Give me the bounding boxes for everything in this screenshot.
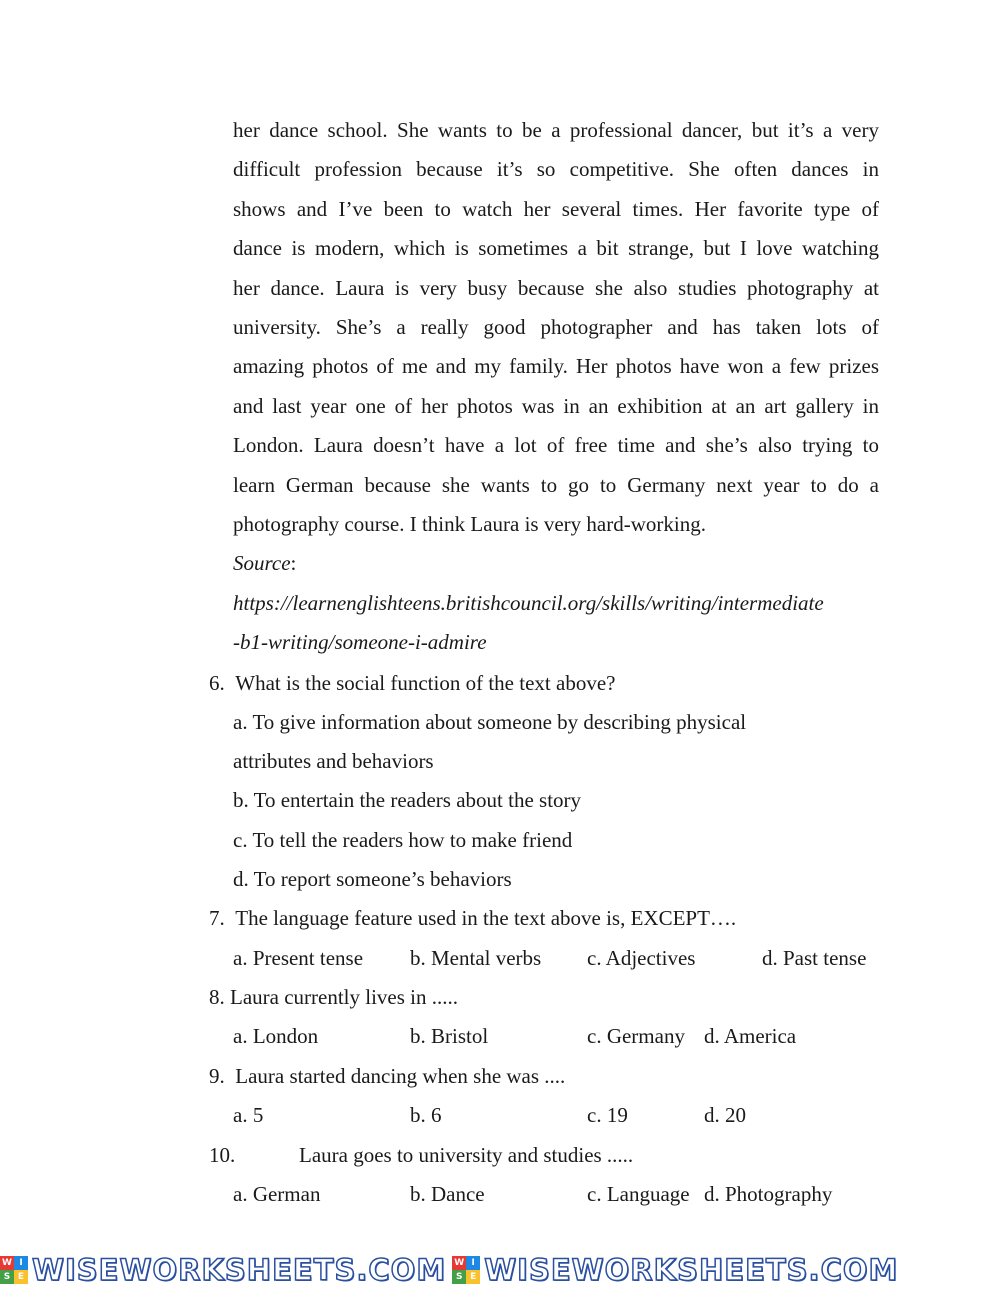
passage-line: her dance school. She wants to be a professional dancer, but it’s a very — [233, 118, 879, 142]
question-6 — [209, 671, 615, 695]
question-9-option-d: d. 20 — [704, 1103, 746, 1127]
passage-line: her dance. Laura is very busy because she also studies photography at — [233, 275, 879, 300]
passage-line: dance is modern, which is sometimes a bit strange, but I love watching — [233, 236, 879, 261]
question-8-option-c: c. Germany — [587, 1024, 685, 1048]
question-10-option-c: c. Language — [587, 1182, 690, 1206]
wiseworksheets-footer — [0, 1252, 1000, 1288]
question-9 — [209, 1064, 565, 1088]
question-8-option-d: d. America — [704, 1024, 797, 1048]
question-10-option-a: a. German — [233, 1182, 321, 1206]
question-7 — [209, 906, 736, 930]
passage-line: difficult profession because it’s so competitive. She often dances in — [233, 157, 879, 182]
logo-squares-icon — [452, 1256, 480, 1284]
question-6-text: What is the social function of the text above? — [235, 671, 616, 695]
brand-text: WISEWORKSHEETS.COM — [32, 1253, 447, 1287]
question-10-option-d: d. Photography — [704, 1182, 833, 1206]
question-10-number: 10. — [209, 1143, 236, 1167]
question-8-option-b: b. Bristol — [410, 1024, 489, 1048]
passage-line: London. Laura doesn’t have a lot of free time and she’s also trying to — [233, 433, 879, 458]
logo-letter: E — [14, 1270, 28, 1284]
reading-passage — [233, 111, 879, 663]
logo-squares-icon — [0, 1256, 28, 1284]
passage-line: amazing photos of me and my family. Her photos have won a few prizes — [233, 354, 879, 379]
logo-letter: S — [0, 1270, 14, 1284]
passage-line: photography course. I think Laura is very hard-working. — [233, 512, 706, 537]
question-6-option-c: c. To tell the readers how to make friend — [233, 828, 573, 852]
question-7-option-c: c. Adjectives — [587, 946, 696, 970]
question-9-option-b: b. 6 — [410, 1103, 442, 1127]
question-6-option-a-line-2: attributes and behaviors — [233, 749, 434, 773]
logo-letter: W — [0, 1256, 14, 1270]
logo-letter: E — [466, 1270, 480, 1284]
footer-logo-2 — [452, 1253, 898, 1287]
logo-letter: I — [466, 1256, 480, 1270]
logo-letter: S — [452, 1270, 466, 1284]
question-7-option-d: d. Past tense — [762, 946, 867, 970]
logo-letter: W — [452, 1256, 466, 1270]
question-10-option-b: b. Dance — [410, 1182, 485, 1206]
question-7-number: 7. — [209, 906, 225, 930]
passage-line: shows and I’ve been to watch her several times. Her favorite type of — [233, 196, 879, 221]
question-7-option-b: b. Mental verbs — [410, 946, 542, 970]
source-colon: : — [290, 551, 297, 576]
question-6-number: 6. — [209, 671, 225, 695]
brand-text: WISEWORKSHEETS.COM — [484, 1253, 899, 1287]
passage-line: and last year one of her photos was in an exhibition at an art gallery in — [233, 393, 879, 418]
passage-line: learn German because she wants to go to Germany next year to do a — [233, 472, 879, 497]
question-7-text: The language feature used in the text above is, EXCEPT…. — [235, 906, 737, 930]
question-9-text: Laura started dancing when she was .... — [235, 1064, 566, 1088]
question-8-text: 8. Laura currently lives in ..... — [209, 985, 459, 1009]
question-10-text: Laura goes to university and studies ..... — [299, 1143, 634, 1167]
source-label-line — [233, 544, 879, 583]
source-url-line-2: -b1-writing/someone-i-admire — [233, 630, 487, 655]
question-9-number: 9. — [209, 1064, 225, 1088]
question-6-option-d: d. To report someone’s behaviors — [233, 867, 512, 891]
question-9-option-c: c. 19 — [587, 1103, 628, 1127]
source-url-line-1: https://learnenglishteens.britishcouncil.org/skills/writing/intermediate — [233, 590, 824, 615]
question-7-option-a: a. Present tense — [233, 946, 364, 970]
logo-letter: I — [14, 1256, 28, 1270]
question-6-option-a-line-1: a. To give information about someone by describing physical — [233, 710, 747, 734]
question-8-option-a: a. London — [233, 1024, 319, 1048]
source-label: Source — [233, 551, 291, 576]
footer-logo-1 — [0, 1253, 446, 1287]
question-6-option-b: b. To entertain the readers about the story — [233, 788, 582, 812]
passage-line: university. She’s a really good photographer and has taken lots of — [233, 315, 879, 340]
question-9-option-a: a. 5 — [233, 1103, 264, 1127]
